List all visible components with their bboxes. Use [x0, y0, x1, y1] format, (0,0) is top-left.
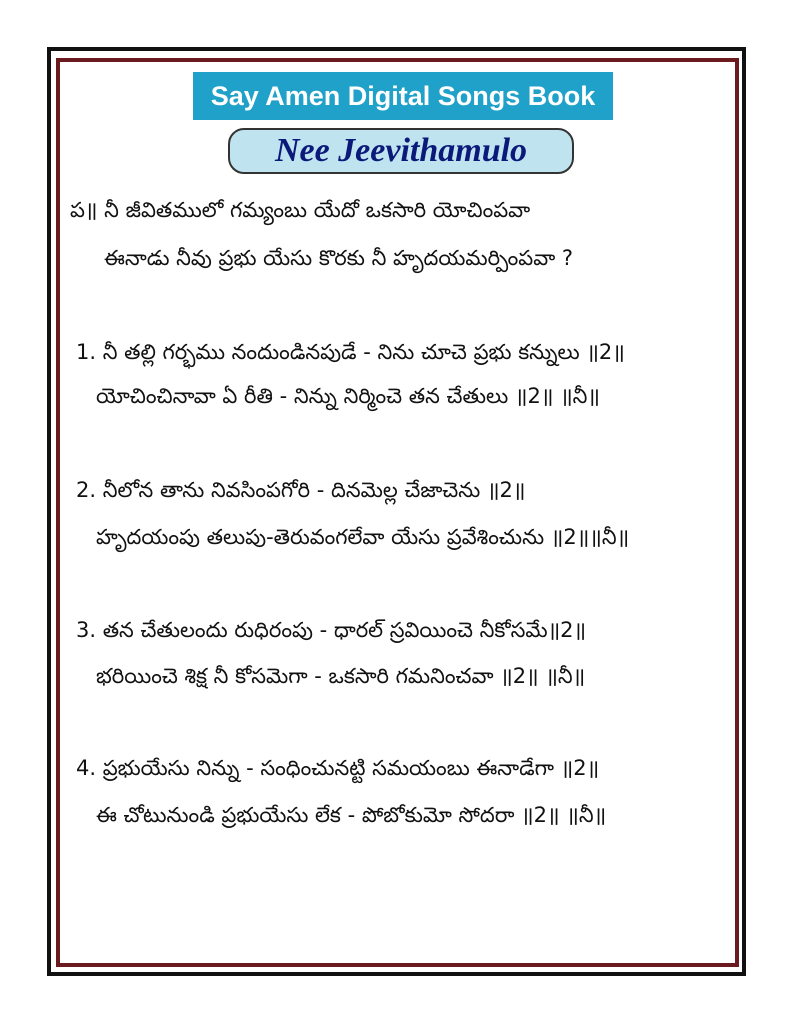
song-title: Nee Jeevithamulo: [228, 128, 574, 174]
book-banner: Say Amen Digital Songs Book: [193, 72, 613, 120]
pallavi-line: ఈనాడు నీవు ప్రభు యేసు కొరకు నీ హృదయమర్పింపవా ?: [104, 246, 574, 270]
stanza-1-line-1: 1. నీ తల్లి గర్భము నందుండినపుడే - నిను చూచె ప్రభు కన్నులు ॥2॥: [76, 340, 625, 364]
stanza-4-line-2: ఈ చోటునుండి ప్రభుయేసు లేక - పోబోకుమో సోదరా ॥2॥ ॥నీ॥: [96, 803, 607, 827]
stanza-1-line-2: యోచించినావా ఏ రీతి - నిన్ను నిర్మించె తన చేతులు ॥2॥ ॥నీ॥: [96, 384, 600, 408]
stanza-3-line-1: 3. తన చేతులందు రుధిరంపు - ధారల్ స్రవియించె నీకోసమే॥2॥: [76, 618, 587, 642]
stanza-2-line-2: హృదయంపు తలుపు-తెరువంగలేవా యేసు ప్రవేశించును ॥2॥॥నీ॥: [96, 525, 630, 549]
pallavi-line: ప॥ నీ జీవితములో గమ్యంబు యేదో ఒకసారి యోచింపవా: [70, 198, 531, 222]
stanza-4-line-1: 4. ప్రభుయేసు నిన్ను - సంధించునట్టి సమయంబు ఈనాడేగా ॥2॥: [76, 756, 600, 780]
stanza-3-line-2: భరియించె శిక్ష నీ కోసమెగా - ఒకసారి గమనించవా ॥2॥ ॥నీ॥: [96, 664, 586, 688]
stanza-2-line-1: 2. నీలోన తాను నివసింపగోరి - దినమెల్ల చేజాచెను ॥2॥: [76, 478, 526, 502]
